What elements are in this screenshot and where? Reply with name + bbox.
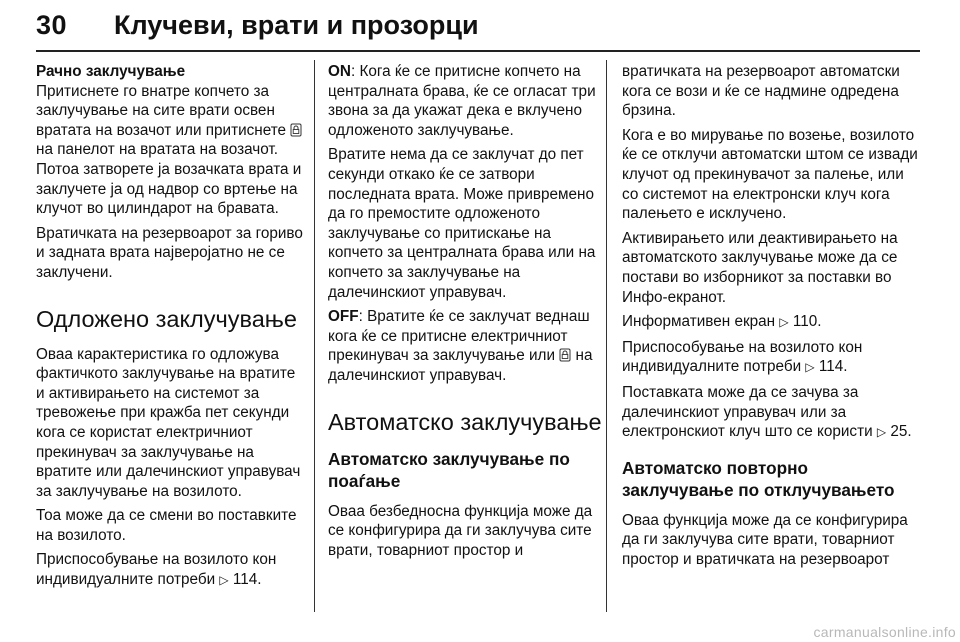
manual-lock-heading: Рачно заклучување [36, 63, 186, 80]
column-divider-2 [606, 60, 607, 612]
watermark: carmanualsonline.info [813, 624, 956, 640]
page-reference-arrow-icon: ▷ [779, 315, 789, 330]
delay-description-paragraph: Вратите нема да се заклучат до пет секунди откако ќе се затвори последната врата. Може привремено да го премостите одложеното заклучување со притискање на копчето за централната брава или на копчето за заклучување на далечинскиот управувач. [328, 146, 596, 301]
speed-lock-paragraph: вратичката на резервоарот автоматски кога се вози и ќе се надмине одредена брзина. [622, 63, 900, 120]
page-reference-link[interactable]: 25. [890, 423, 912, 441]
header-divider [36, 50, 920, 52]
delayed-lock-paragraph-3: Приспособување на возилото кон индивидуалните потреби ▷ 114. [36, 550, 308, 590]
auto-relock-heading: Автоматско повторно заклучување по отклучувањето [622, 457, 895, 500]
page-reference-arrow-icon: ▷ [876, 425, 887, 440]
off-label: OFF [328, 308, 359, 326]
key-storage-paragraph: Поставката може да се зачува за далечинскиот управувач или за електронскиот клуч што се користи ▷ 25. [622, 383, 920, 443]
delayed-lock-paragraph-2: Тоа може да се смени во поставките на возилото. [36, 507, 297, 544]
page-reference-arrow-icon: ▷ [805, 360, 815, 375]
delayed-lock-heading: Одложено заклучување [36, 305, 297, 332]
page-reference-link[interactable]: 110. [792, 313, 822, 331]
auto-lock-after-start-heading: Автоматско заклучување по поаѓање [328, 448, 570, 491]
page-reference-link[interactable]: 114. [818, 358, 848, 376]
page-reference-link[interactable]: 114. [232, 571, 262, 589]
page-title: Клучеви, врати и прозорци [114, 10, 479, 40]
lock-button-icon [559, 348, 571, 362]
info-display-reference: Информативен екран ▷ 110. [622, 312, 920, 333]
on-setting-paragraph: ON: Кога ќе се притисне копчето на централната брава, ќе се огласат три звона за да укажат дека е вклучено одложеното заклучување. [328, 63, 596, 139]
manual-lock-paragraph: Притиснете го внатре копчето за заклучување на сите врати освен вратата на возачот или притиснете на панелот на вратата на возачот. Потоа затворете ја возачката врата и заклучете ја од надвор со вртење на клучот во цилиндарот на бравата. [36, 82, 302, 218]
page-number: 30 [36, 10, 68, 40]
personalization-reference: Приспособување на возилото кон индивидуалните потреби ▷ 114. [622, 338, 920, 378]
settings-menu-paragraph: Активирањето или деактивирањето на автоматското заклучување може да се постави во изборникот за поставки во Инфо-екранот. [622, 229, 898, 306]
column-3 [622, 62, 920, 574]
column-1 [36, 62, 308, 596]
lock-button-icon [290, 123, 302, 137]
column-2 [328, 62, 602, 565]
column-divider-1 [314, 60, 315, 612]
off-setting-paragraph: OFF: Вратите ќе се заклучат веднаш кога ќе се притисне електричниот прекинувач за заклучување или на далечинскиот управувач. [328, 308, 593, 384]
page-reference-arrow-icon: ▷ [219, 573, 229, 588]
auto-unlock-paragraph: Кога е во мирување по возење, возилото ќе се отклучи автоматски штом се извади клучот од прекинувачот за палење, или со системот на електронски клуч кога палењето е исклучено. [622, 126, 918, 223]
delayed-lock-paragraph-1: Оваа карактеристика го одложува фактичкото заклучување на вратите и активирањето на системот за тревожење при кражба пет секунди кога се користат електричниот прекинувач за заклучување на вратите или далечинскиот управувач за заклучување на возилото. [36, 345, 301, 500]
auto-lock-heading: Автоматско заклучување [328, 408, 602, 435]
on-label: ON [328, 63, 351, 80]
fuel-door-note: Вратичката на резервоарот за гориво и задната врата најверојатно не се заклучени. [36, 224, 303, 281]
auto-lock-paragraph: Оваа безбедносна функција може да се конфигурира да ги заклучува сите врати, товарниот простор и [328, 502, 593, 559]
page-header [36, 6, 920, 50]
auto-relock-paragraph: Оваа функција може да се конфигурира да ги заклучува сите врати, товарниот простор и вратичката на резервоарот [622, 511, 908, 568]
